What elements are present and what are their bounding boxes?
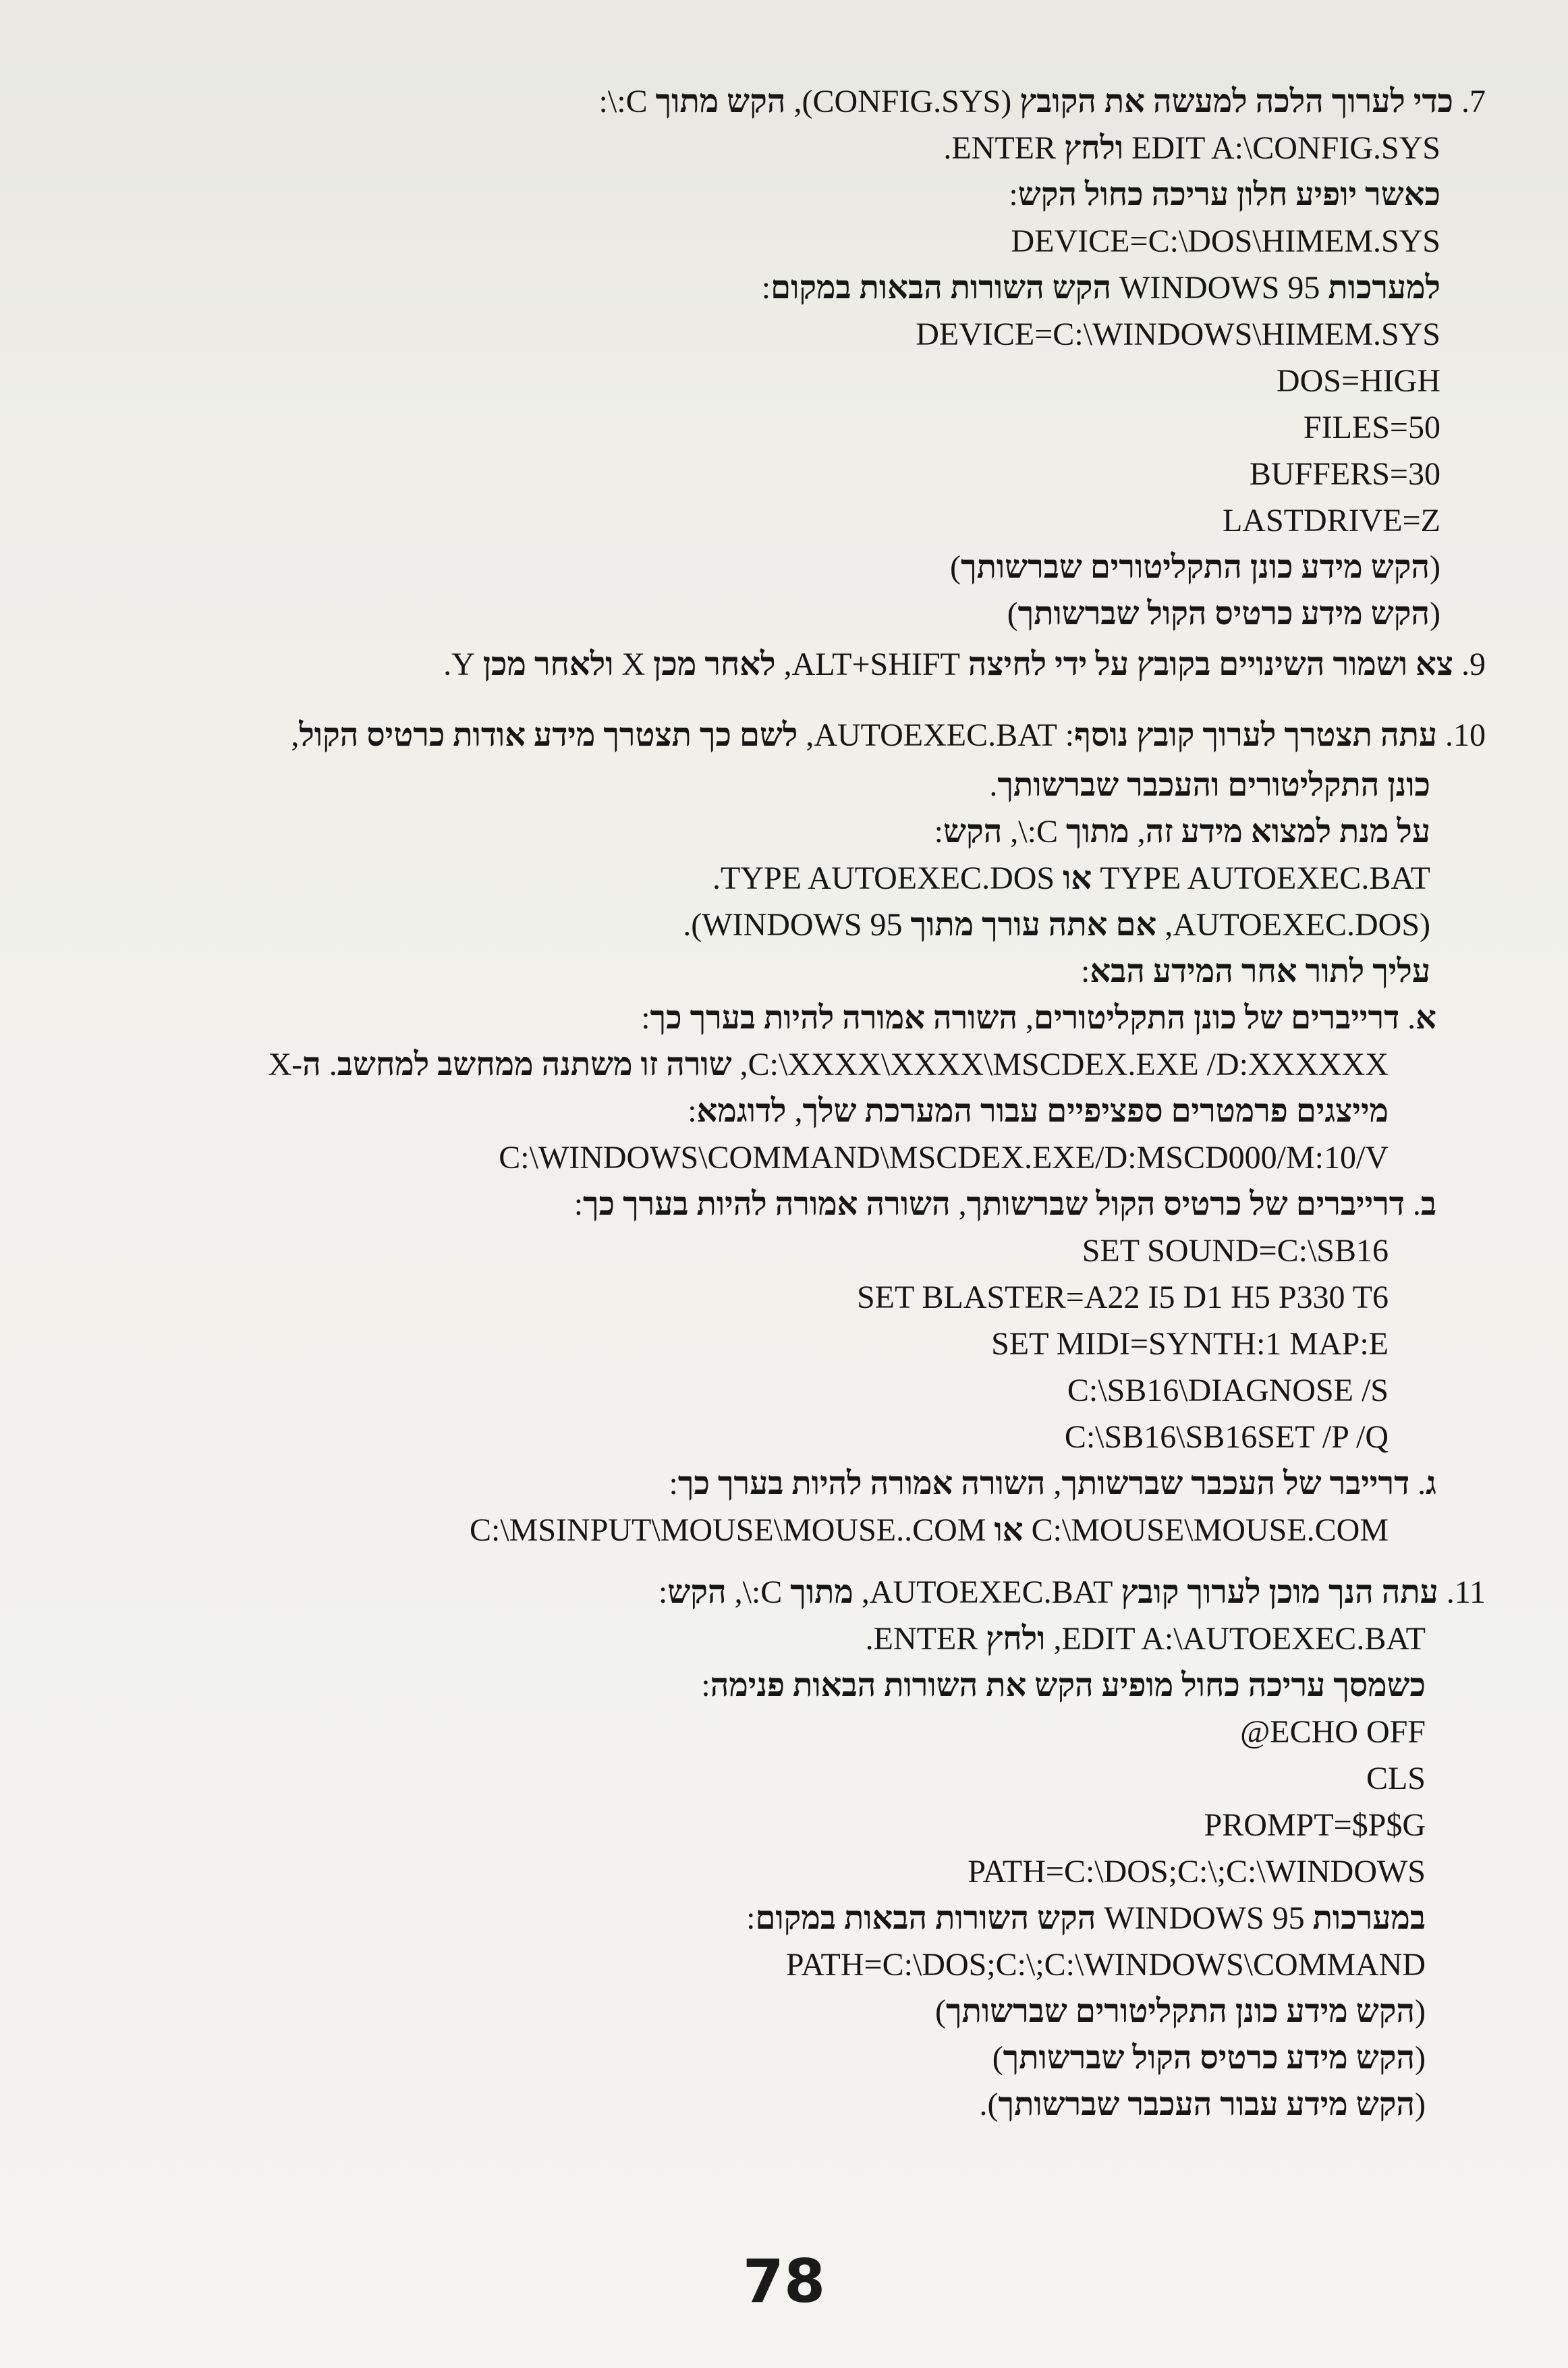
- hebrew-word: תצטרך: [603, 717, 692, 753]
- hebrew-word: פרמטרים: [1171, 1093, 1288, 1129]
- hebrew-word: עריכה: [1248, 1668, 1326, 1703]
- autoexec-line: PATH=C:\DOS;C:\;C:\WINDOWS\COMMAND: [785, 1947, 1426, 1983]
- hebrew-word: השינויים: [1219, 646, 1325, 682]
- hebrew-word: זו: [640, 1047, 659, 1082]
- hebrew-word: הקובץ: [1019, 84, 1096, 119]
- hebrew-word: הלכה: [1255, 84, 1324, 119]
- hebrew-word: לערוך: [1187, 1574, 1261, 1610]
- hebrew-word: ב: [1420, 1186, 1436, 1222]
- hebrew-word: כך: [583, 1186, 615, 1222]
- hebrew-word: בקובץ: [1137, 646, 1211, 682]
- sound-driver-line: SET SOUND=C:\SB16: [1082, 1233, 1389, 1269]
- hebrew-word: לערוך: [1331, 84, 1405, 119]
- hebrew-word: מידע: [1181, 814, 1243, 850]
- hebrew-word: שלך: [802, 1093, 857, 1129]
- hebrew-word: דרייברים: [1295, 1186, 1405, 1222]
- hebrew-word: ולאחר: [534, 646, 614, 682]
- hebrew-word: ספציפיים: [1046, 1093, 1163, 1129]
- sound-driver-line: SET BLASTER=A22 I5 D1 H5 P330 T6: [856, 1279, 1389, 1315]
- mouse-driver-example: C:\MOUSE\MOUSE.COM או C:\MSINPUT\MOUSE\MOUSE..COM: [469, 1512, 1389, 1548]
- hebrew-word: קובץ: [1121, 1574, 1179, 1610]
- hebrew-word: הקול: [1132, 2040, 1192, 2076]
- hebrew-word: עליך: [1372, 954, 1430, 989]
- step-11-note: (הקש מידע עבור העכבר שברשותך).: [979, 2087, 1426, 2122]
- hebrew-word: של: [1250, 1186, 1288, 1222]
- hebrew-word: מידע: [1286, 1993, 1348, 2029]
- hebrew-word: במקום: [771, 270, 851, 306]
- step-10-heading: 10. עתה תצטרך לערוך קובץ נוסף: AUTOEXEC.BAT, לשם כך תצטרך מידע אודות כרטיס הקול,: [291, 717, 1486, 753]
- step-11-heading: 11. עתה הנך מוכן לערוך קובץ AUTOEXEC.BAT, מתוך C:\, הקש:: [658, 1574, 1486, 1610]
- hebrew-word: מידע: [1301, 549, 1363, 585]
- hebrew-word: על: [1095, 646, 1129, 682]
- hebrew-word: של: [1244, 1000, 1283, 1036]
- hebrew-word: המידע: [1152, 954, 1233, 989]
- hebrew-word: מוכן: [1268, 1574, 1320, 1610]
- hebrew-word: עורך: [982, 907, 1040, 943]
- config-line: BUFFERS=30: [1249, 456, 1440, 492]
- hebrew-word: התקליטורים: [1090, 549, 1242, 585]
- hebrew-word: או: [994, 1512, 1024, 1548]
- hebrew-word: כשמסך: [1333, 1668, 1426, 1703]
- hebrew-word: לדוגמא: [696, 1093, 787, 1129]
- hebrew-word: במקום: [755, 1900, 836, 1936]
- mouse-driver-heading: ג. דרייבר של העכבר שברשותך, השורה אמורה להיות בערך כך:: [669, 1466, 1436, 1502]
- hebrew-word: הקש: [1355, 2087, 1416, 2122]
- hebrew-word: מידע: [534, 717, 596, 753]
- step-10-intro-line: TYPE AUTOEXEC.BAT או TYPE AUTOEXEC.DOS.: [712, 860, 1430, 896]
- hebrew-word: שברשותך: [997, 767, 1119, 803]
- hebrew-word: או: [1063, 860, 1092, 896]
- step-7-editor-prompt: כאשר יופיע חלון עריכה כחול הקש:: [1009, 177, 1440, 213]
- hebrew-word: אמורה: [842, 1000, 925, 1036]
- step-11-note: (הקש מידע כרטיס הקול שברשותך): [992, 2040, 1426, 2076]
- hebrew-word: הבאות: [859, 270, 943, 306]
- hebrew-word: ולחץ: [986, 1621, 1046, 1657]
- hebrew-word: השורה: [866, 1186, 951, 1222]
- hebrew-word: משתנה: [541, 1047, 633, 1082]
- hebrew-word: שורה: [666, 1047, 732, 1082]
- hebrew-word: תצטרך: [1284, 717, 1372, 753]
- hebrew-word: להיות: [791, 1466, 862, 1502]
- hebrew-word: הקש: [1052, 270, 1112, 306]
- step-7-note: (הקש מידע כונן התקליטורים שברשותך): [950, 549, 1440, 585]
- hebrew-word: אודות: [453, 717, 526, 753]
- hebrew-word: הקש: [1370, 596, 1430, 632]
- hebrew-word: כאשר: [1365, 177, 1440, 213]
- hebrew-word: ולחץ: [1063, 130, 1124, 166]
- step-10-intro-line: כונן התקליטורים והעכבר שברשותך.: [989, 767, 1430, 803]
- hebrew-word: הקש: [1355, 2040, 1416, 2076]
- hebrew-word: שברשותך: [946, 1993, 1067, 2029]
- hebrew-word: א: [1416, 1000, 1436, 1036]
- cdrom-driver-heading: א. דרייברים של כונן התקליטורים, השורה אמורה להיות בערך כך:: [641, 1000, 1436, 1036]
- hebrew-word: כך: [699, 717, 731, 753]
- hebrew-word: את: [986, 1668, 1027, 1703]
- hebrew-word: דרייבר: [1329, 1466, 1410, 1502]
- hebrew-word: ושמור: [1333, 646, 1408, 682]
- hebrew-word: הקש: [1355, 1993, 1416, 2029]
- step-10-intro-line: עליך לתור אחר המידע הבא:: [1081, 954, 1430, 989]
- hebrew-word: עתה: [1380, 717, 1437, 753]
- hebrew-word: שברשותך: [966, 1186, 1088, 1222]
- hebrew-word: פנימה: [710, 1668, 785, 1703]
- hebrew-word: מכן: [653, 646, 697, 682]
- hebrew-word: דרייברים: [1291, 1000, 1400, 1036]
- hebrew-word: לשם: [739, 717, 798, 753]
- hebrew-word: עבור: [980, 1093, 1039, 1129]
- hebrew-word: מופיע: [1101, 1668, 1174, 1703]
- hebrew-word: הבא: [1090, 954, 1145, 989]
- hebrew-word: לתור: [1305, 954, 1365, 989]
- step-7-heading: 7. כדי לערוך הלכה למעשה את הקובץ (CONFIG.SYS), הקש מתוך C:\:: [598, 84, 1486, 119]
- hebrew-word: מכן: [482, 646, 526, 682]
- hebrew-word: נוסף: [1074, 717, 1129, 753]
- hebrew-word: כך: [677, 1466, 710, 1502]
- hebrew-word: הקש: [943, 814, 1003, 850]
- hebrew-word: שברשותך: [998, 2087, 1120, 2122]
- hebrew-word: עתה: [1381, 1574, 1438, 1610]
- hebrew-word: אם: [1115, 907, 1157, 943]
- autoexec-line: PROMPT=$P$G: [1204, 1807, 1426, 1843]
- hebrew-word: בערך: [690, 1000, 756, 1036]
- hebrew-word: התקליטורים: [1034, 1000, 1186, 1036]
- page-number: 78: [742, 2247, 826, 2316]
- config-line: DOS=HIGH: [1276, 363, 1440, 399]
- hebrew-word: מתוך: [1065, 814, 1129, 850]
- hebrew-word: מתוך: [910, 907, 974, 943]
- hebrew-word: כדי: [1413, 84, 1453, 119]
- hebrew-word: לאחר: [704, 646, 776, 682]
- hebrew-word: השורות: [950, 270, 1044, 306]
- hebrew-word: הקש: [727, 84, 786, 119]
- hebrew-word: זה: [1145, 814, 1173, 850]
- hebrew-word: חלון: [1237, 177, 1288, 213]
- hebrew-word: העכבר: [1191, 1466, 1276, 1502]
- hebrew-word: כונן: [1235, 1993, 1279, 2029]
- hebrew-word: להיות: [764, 1000, 835, 1036]
- hebrew-word: כרטיס: [1200, 2040, 1279, 2076]
- hebrew-word: אתה: [1048, 907, 1108, 943]
- hebrew-word: לערוך: [1202, 717, 1277, 753]
- hebrew-word: השורות: [935, 1900, 1030, 1936]
- hebrew-word: העכבר: [1127, 2087, 1212, 2122]
- hebrew-word: בערך: [717, 1466, 784, 1502]
- config-line: DEVICE=C:\DOS\HIMEM.SYS: [1011, 223, 1440, 259]
- hebrew-word: כונן: [1387, 767, 1430, 803]
- hebrew-word: את: [1104, 84, 1145, 119]
- hebrew-word: קובץ: [1136, 717, 1195, 753]
- hebrew-word: הקש: [1037, 1900, 1096, 1936]
- hebrew-word: השורות: [884, 1668, 978, 1703]
- hebrew-word: ממחשב: [437, 1047, 534, 1082]
- hebrew-word: במערכות: [1312, 1900, 1426, 1936]
- step-10-intro-line: (AUTOEXEC.DOS, אם אתה עורך מתוך WINDOWS 95).: [683, 907, 1430, 943]
- hebrew-word: בערך: [623, 1186, 689, 1222]
- cdrom-driver-explanation: מייצגים פרמטרים ספציפיים עבור המערכת שלך, לדוגמא:: [688, 1093, 1389, 1129]
- autoexec-line: PATH=C:\DOS;C:\;C:\WINDOWS: [968, 1854, 1426, 1890]
- sound-driver-line: C:\SB16\SB16SET /P /Q: [1064, 1419, 1389, 1455]
- hebrew-word: כחול: [1085, 177, 1144, 213]
- hebrew-word: למערכות: [1328, 270, 1440, 306]
- hebrew-word: אמורה: [870, 1466, 953, 1502]
- step-11-command: EDIT A:\AUTOEXEC.BAT, ולחץ ENTER.: [865, 1621, 1426, 1657]
- config-line: DEVICE=C:\WINDOWS\HIMEM.SYS: [916, 316, 1440, 352]
- hebrew-word: עריכה: [1151, 177, 1229, 213]
- hebrew-word: הבאות: [843, 1900, 928, 1936]
- hebrew-word: להיות: [696, 1186, 767, 1222]
- hebrew-word: ידי: [1055, 646, 1088, 682]
- hebrew-word: הנך: [1328, 1574, 1374, 1610]
- hebrew-word: כונן: [1194, 1000, 1237, 1036]
- sound-driver-line: SET MIDI=SYNTH:1 MAP:E: [991, 1326, 1389, 1362]
- hebrew-word: שברשותך: [1003, 2040, 1125, 2076]
- hebrew-word: שברשותך: [1061, 1466, 1183, 1502]
- hebrew-word: והעכבר: [1127, 767, 1220, 803]
- hebrew-word: מידע: [1301, 596, 1363, 632]
- hebrew-word: ה: [302, 1047, 321, 1082]
- step-7-command: EDIT A:\CONFIG.SYS ולחץ ENTER.: [943, 130, 1440, 166]
- hebrew-word: למחשב: [337, 1047, 430, 1082]
- step-11-win95-note: במערכות WINDOWS 95 הקש השורות הבאות במקום:: [746, 1900, 1426, 1936]
- hebrew-word: כחול: [1181, 1668, 1240, 1703]
- cdrom-driver-example: C:\XXXX\XXXX\MSCDEX.EXE /D:XXXXXX, שורה זו משתנה ממחשב למחשב. ה-X: [268, 1047, 1389, 1082]
- hebrew-word: כונן: [1250, 549, 1293, 585]
- hebrew-word: עבור: [1220, 2087, 1279, 2122]
- step-9-text: 9. צא ושמור השינויים בקובץ על ידי לחיצה ALT+SHIFT, לאחר מכן X ולאחר מכן Y.: [443, 646, 1486, 682]
- hebrew-word: צא: [1416, 646, 1453, 682]
- config-line: LASTDRIVE=Z: [1222, 503, 1440, 539]
- hebrew-word: כך: [650, 1000, 682, 1036]
- hebrew-word: אחר: [1241, 954, 1297, 989]
- step-10-intro-line: על מנת למצוא מידע זה, מתוך C:\, הקש:: [934, 814, 1430, 850]
- hebrew-word: למצוא: [1250, 814, 1332, 850]
- hebrew-word: כרטיס: [1214, 596, 1293, 632]
- hebrew-word: הקש: [1370, 549, 1430, 585]
- hebrew-word: אמורה: [775, 1186, 858, 1222]
- hebrew-word: ג: [1426, 1466, 1436, 1502]
- hebrew-word: התקליטורים: [1227, 767, 1380, 803]
- hebrew-word: על: [1397, 814, 1430, 850]
- hebrew-word: מנת: [1339, 814, 1389, 850]
- hebrew-word: מתוך: [655, 84, 719, 119]
- hebrew-word: שברשותך: [1017, 596, 1140, 632]
- hebrew-word: לחיצה: [968, 646, 1047, 682]
- autoexec-line: CLS: [1366, 1761, 1426, 1796]
- hebrew-word: הקש: [1017, 177, 1077, 213]
- step-7-note: (הקש מידע כרטיס הקול שברשותך): [1007, 596, 1440, 632]
- hebrew-word: השורה: [961, 1466, 1046, 1502]
- hebrew-word: מידע: [1286, 2087, 1348, 2122]
- hebrew-word: הקול: [1096, 1186, 1156, 1222]
- step-7-win95-note: למערכות WINDOWS 95 הקש השורות הבאות במקום:: [761, 270, 1440, 306]
- hebrew-word: למעשה: [1152, 84, 1248, 119]
- hebrew-word: הבאות: [793, 1668, 876, 1703]
- hebrew-word: המערכת: [864, 1093, 973, 1129]
- hebrew-word: השורה: [932, 1000, 1018, 1036]
- page-text: [0, 78, 1568, 2128]
- sound-driver-line: C:\SB16\DIAGNOSE /S: [1067, 1373, 1389, 1408]
- hebrew-word: יופיע: [1295, 177, 1357, 213]
- hebrew-word: שברשותך: [961, 549, 1082, 585]
- step-11-editor-prompt: כשמסך עריכה כחול מופיע הקש את השורות הבאות פנימה:: [701, 1668, 1426, 1703]
- hebrew-word: כרטיס: [366, 717, 445, 753]
- hebrew-word: מידע: [1286, 2040, 1348, 2076]
- step-11-note: (הקש מידע כונן התקליטורים שברשותך): [935, 1993, 1426, 2029]
- hebrew-word: מתוך: [790, 1574, 853, 1610]
- sound-driver-heading: ב. דרייברים של כרטיס הקול שברשותך, השורה אמורה להיות בערך כך:: [573, 1186, 1436, 1222]
- hebrew-word: הקש: [667, 1574, 727, 1610]
- hebrew-word: של: [1283, 1466, 1322, 1502]
- autoexec-line: @ECHO OFF: [1240, 1714, 1426, 1750]
- hebrew-word: הקול: [299, 717, 359, 753]
- hebrew-word: כרטיס: [1163, 1186, 1242, 1222]
- config-line: FILES=50: [1303, 410, 1440, 445]
- hebrew-word: הקול: [1147, 596, 1207, 632]
- hebrew-word: התקליטורים: [1075, 1993, 1227, 2029]
- hebrew-word: הקש: [1034, 1668, 1094, 1703]
- cdrom-driver-sample: C:\WINDOWS\COMMAND\MSCDEX.EXE/D:MSCD000/M:10/V: [499, 1140, 1389, 1176]
- hebrew-word: מייצגים: [1295, 1093, 1389, 1129]
